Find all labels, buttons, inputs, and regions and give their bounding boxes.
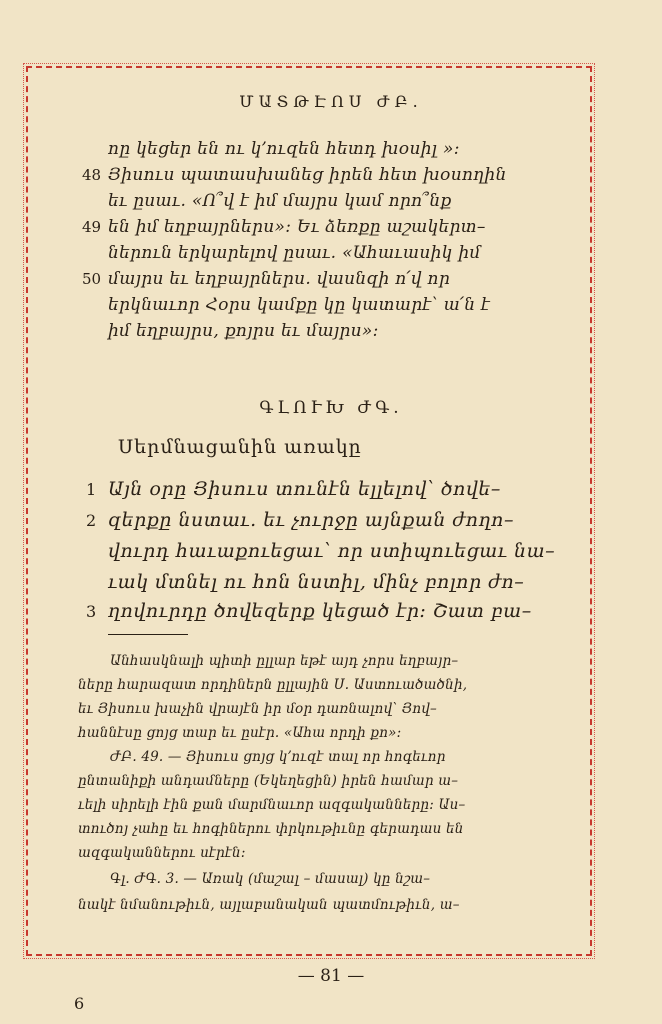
- footnote-line: ազգականներու սէրէն:: [78, 845, 246, 861]
- verse-number: 49: [82, 218, 102, 236]
- verse-number: 48: [82, 166, 102, 184]
- verse-line: ղովուրդը ծովեզերք կեցած էր: Շատ բա–: [108, 600, 532, 622]
- verse-line: զերքը նստաւ. եւ չուրջը այնքան ժողո–: [108, 509, 515, 531]
- footnote-line: ւելի սիրելի էին քան մարմնաւոր ազգականները: Աս–: [78, 797, 466, 813]
- page-number: — 81 —: [297, 966, 365, 986]
- section-title: Սերմնացանին առակը: [118, 436, 362, 458]
- verse-number: 50: [82, 270, 102, 288]
- verse-line: Այն օրը Յիսուս տունէն ելլելով՝ ծովե–: [108, 478, 501, 500]
- footnote-line: Անհասկնալի պիտի ըլլար եթէ այդ չորս եղբայր–: [110, 653, 459, 669]
- footnote-line: հաննէսը ցոյց տար եւ ըսէր. «Ահա որդի քո»:: [78, 725, 402, 741]
- footnote-line: ները հարազատ որդիներն ըլլային Ս. Աստուածածնի,: [78, 677, 468, 693]
- signature-mark: 6: [74, 994, 85, 1013]
- footnote-line: ընտանիքի անդամները (Եկեղեցին) իրեն համար ա–: [78, 773, 459, 789]
- footnote-rule: [108, 634, 188, 635]
- footnote-line: ԺԲ. 49. — Յիսուս ցոյց կ՚ուզէ տալ որ հոգեւոր: [110, 749, 446, 765]
- verse-line: վուրդ հաւաքուեցաւ՝ որ ստիպուեցաւ նա–: [108, 540, 556, 562]
- footnote-line: եւ Յիսուս խաչին վրայէն իր մօր դառնալով՝ Յով–: [78, 701, 438, 717]
- footnote-line: Գլ. ԺԳ. 3. — Առակ (մաշալ – մասալ) կը նշա–: [110, 871, 431, 887]
- text-line: են իմ եղբայրներս»: Եւ ձեռքը աշակերտ–: [108, 217, 486, 237]
- text-line: իմ եղբայրս, քոյրս եւ մայրս»:: [108, 321, 379, 341]
- running-head: ՄԱՏԹԷՈՍ ԺԲ.: [239, 92, 423, 111]
- text-line: եւ ըսաւ. «Ո՞վ է իմ մայրս կամ որո՞նք: [108, 191, 452, 211]
- text-line: ներուն երկարելով ըսաւ. «Ահաւասիկ իմ: [108, 243, 481, 263]
- verse-number: 1: [86, 480, 97, 499]
- footnote-line: տուծոյ չահը եւ հոգիներու փրկութիւնը գերադաս են: [78, 821, 464, 837]
- chapter-heading: ԳԼՈՒԽ ԺԳ.: [259, 398, 403, 418]
- footnote-line: նակէ նմանութիւն, այլաբանական պատմութիւն, ա–: [78, 897, 460, 913]
- text-line: ոը կեցեր են ու կ՚ուզեն հետդ խօսիլ »:: [108, 139, 460, 159]
- text-line: մայրս եւ եղբայրներս. վասնզի ո՛վ որ: [108, 269, 451, 289]
- verse-number: 3: [86, 602, 97, 621]
- text-line: երկնաւոր Հօրս կամքը կը կատարէ՝ ա՛ն է: [108, 295, 491, 315]
- text-line: Յիսուս պատասխանեց իրեն հետ խօսողին: [108, 165, 507, 185]
- verse-number: 2: [86, 511, 97, 530]
- verse-line: ւակ մտնել ու հոն նստիլ, մինչ բոլոր ժո–: [108, 571, 525, 593]
